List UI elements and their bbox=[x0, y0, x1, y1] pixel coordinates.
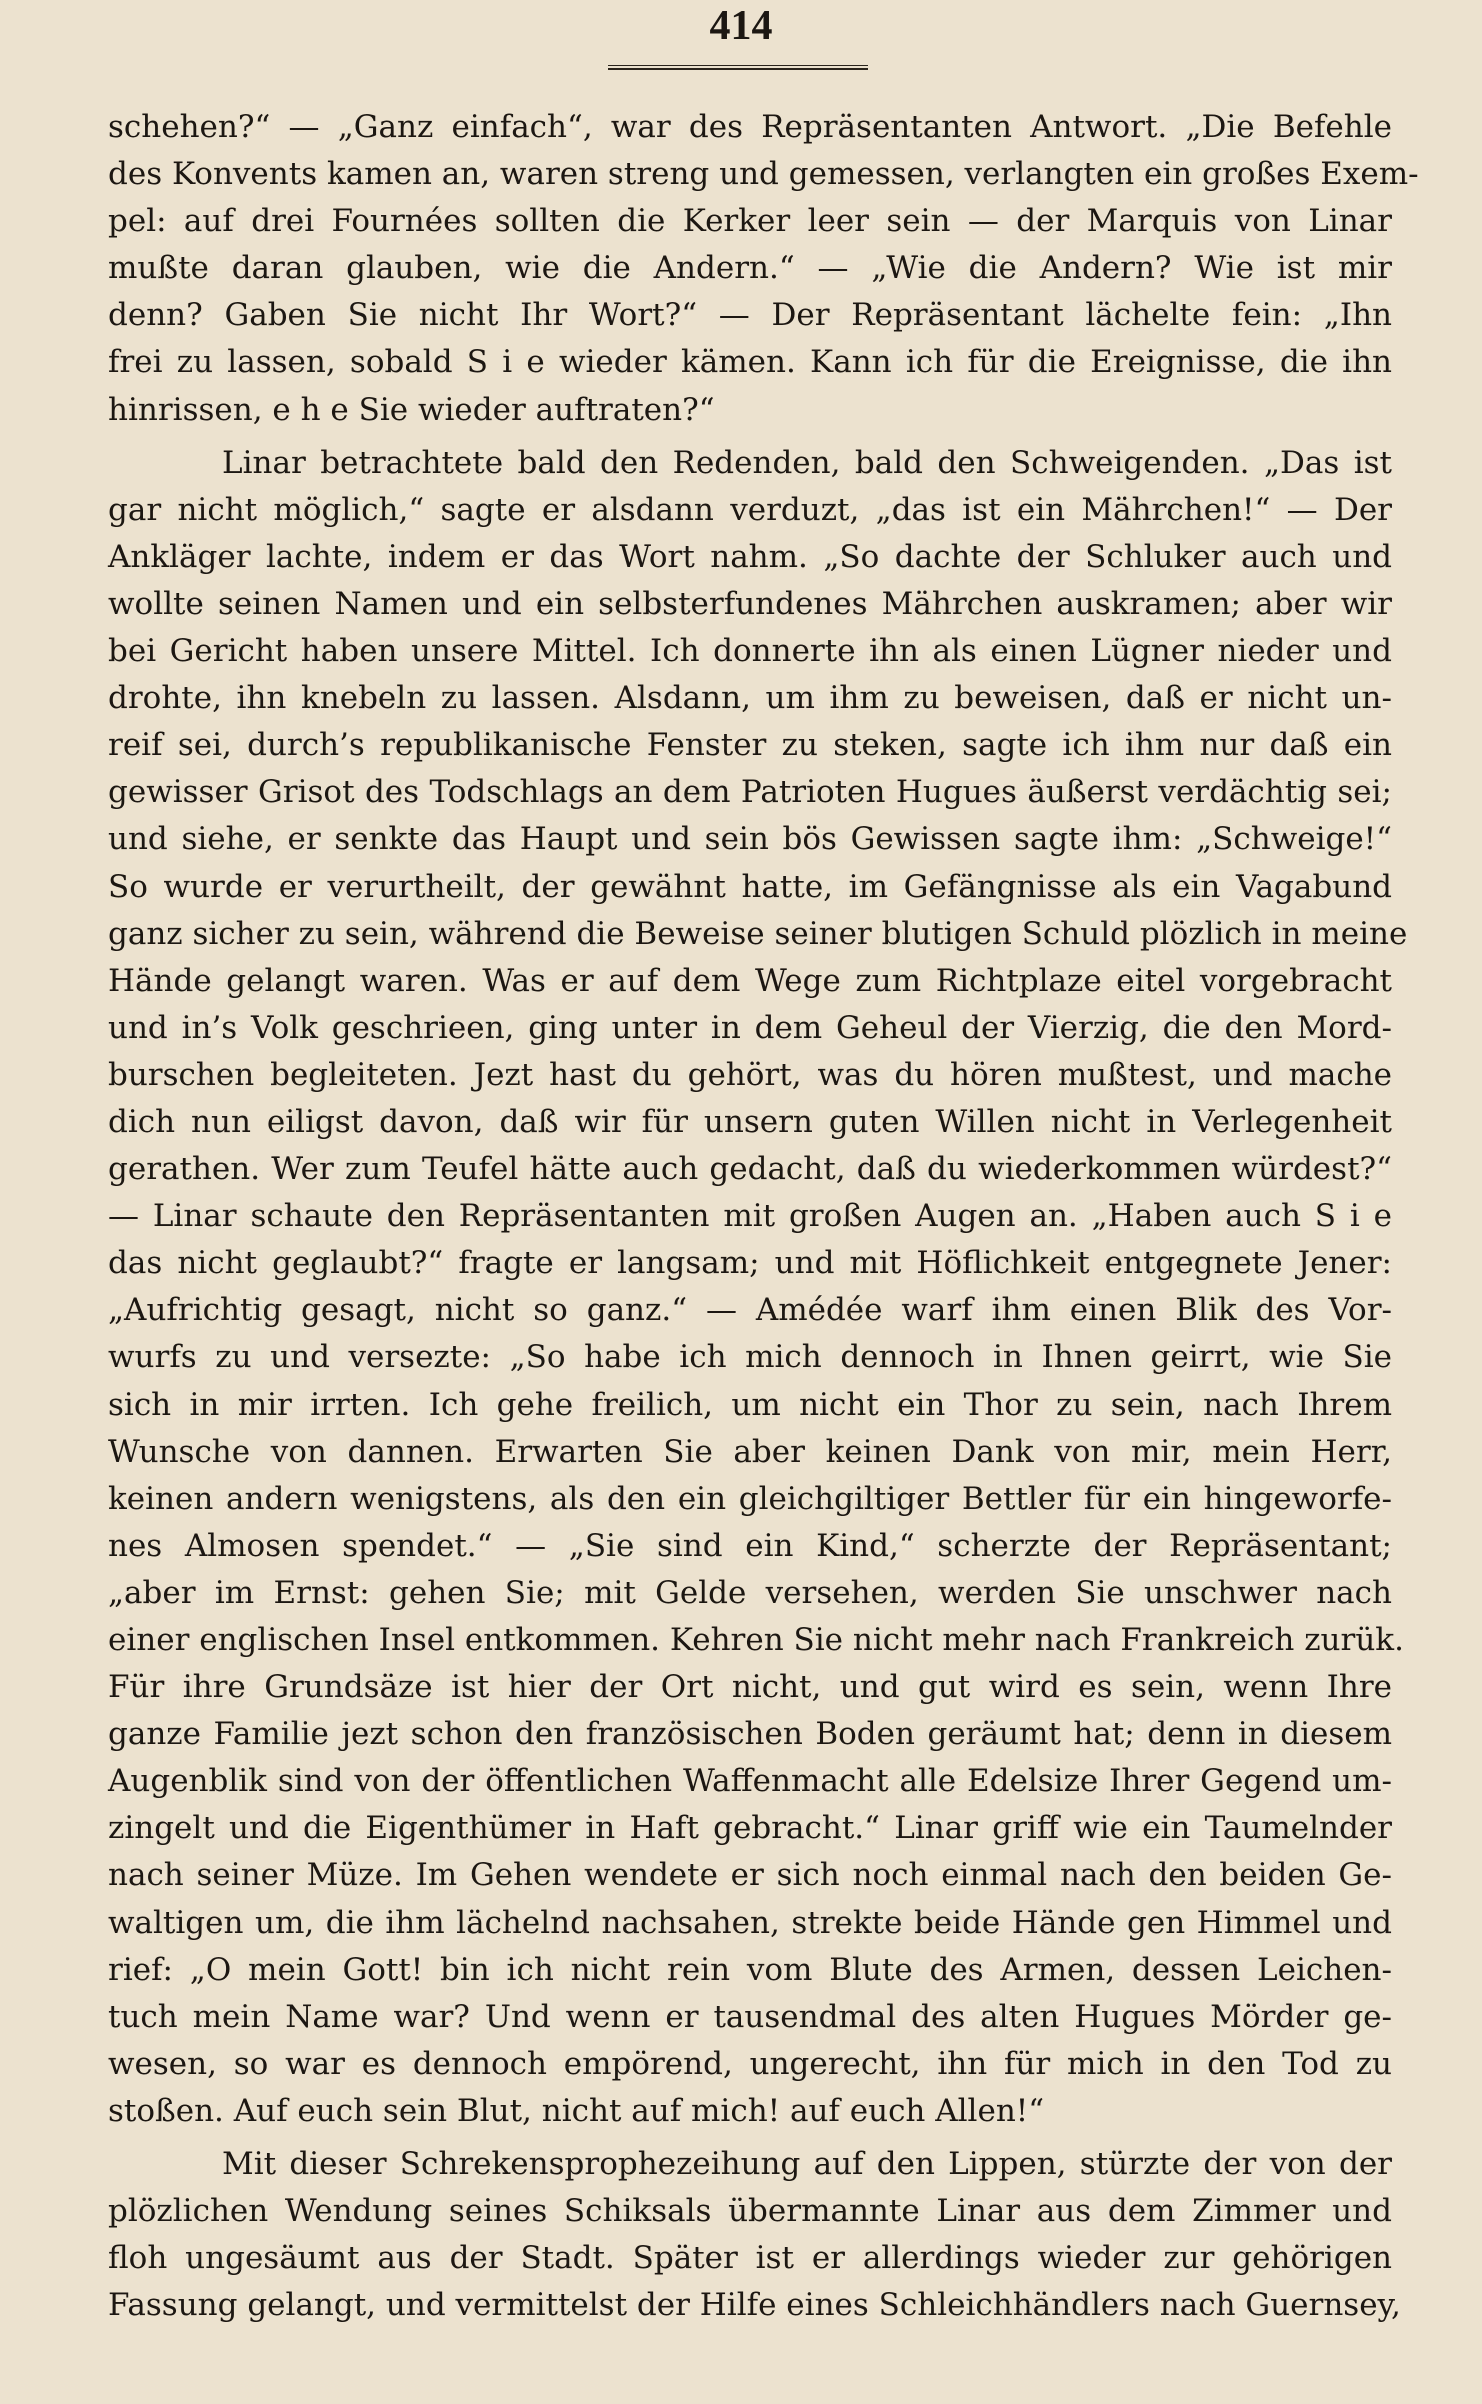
text-line: frei zu lassen, sobald S i e wieder kämen. Kann ich für die Ereignisse, die ihn bbox=[108, 344, 1392, 381]
text-line: Mit dieser Schrekensprophezeihung auf den Lippen, stürzte der von der bbox=[222, 2146, 1392, 2183]
text-line: gewisser Grisot des Todschlags an dem Patrioten Hugues äußerst verdächtig sei; bbox=[108, 774, 1392, 811]
text-line: dich nun eiligst davon, daß wir für unsern guten Willen nicht in Verlegenheit bbox=[108, 1103, 1392, 1140]
text-line: ganze Familie jezt schon den französischen Boden geräumt hat; denn in diesem bbox=[108, 1716, 1392, 1753]
text-line: So wurde er verurtheilt, der gewähnt hatte, im Gefängnisse als ein Vagabund bbox=[108, 868, 1392, 905]
paragraph bbox=[108, 440, 1408, 2135]
text-line: Augenblik sind von der öffentlichen Waffenmacht alle Edelsize Ihrer Gegend um- bbox=[108, 1763, 1392, 1800]
text-line: „Aufrichtig gesagt, nicht so ganz.“ — Amédée warf ihm einen Blik des Vor- bbox=[108, 1292, 1392, 1329]
text-line: des Konvents kamen an, waren streng und gemessen, verlangten ein großes Exem- bbox=[108, 156, 1419, 193]
text-line: rief: „O mein Gott! bin ich nicht rein vom Blute des Armen, dessen Leichen- bbox=[108, 1951, 1392, 1988]
text-line: sich in mir irrten. Ich gehe freilich, um nicht ein Thor zu sein, nach Ihrem bbox=[108, 1386, 1392, 1423]
paragraph bbox=[108, 2141, 1401, 2329]
text-line: Wunsche von dannen. Erwarten Sie aber keinen Dank von mir, mein Herr, bbox=[108, 1433, 1392, 1470]
text-line: und in’s Volk geschrieen, ging unter in dem Geheul der Vierzig, die den Mord- bbox=[108, 1009, 1392, 1046]
text-line: Für ihre Grundsäze ist hier der Ort nicht, und gut wird es sein, wenn Ihre bbox=[108, 1669, 1392, 1706]
text-line: „aber im Ernst: gehen Sie; mit Gelde versehen, werden Sie unschwer nach bbox=[108, 1574, 1392, 1611]
text-line: wurfs zu und versezte: „So habe ich mich dennoch in Ihnen geirrt, wie Sie bbox=[108, 1339, 1392, 1376]
text-line: wollte seinen Namen und ein selbsterfundenes Mährchen auskramen; aber wir bbox=[108, 585, 1392, 622]
text-line: nach seiner Müze. Im Gehen wendete er sich noch einmal nach den beiden Ge- bbox=[108, 1857, 1392, 1894]
page-number: 414 bbox=[709, 3, 773, 49]
paragraph bbox=[108, 104, 1419, 434]
text-line: das nicht geglaubt?“ fragte er langsam; und mit Höflichkeit entgegnete Jener: bbox=[108, 1245, 1392, 1282]
text-line: bei Gericht haben unsere Mittel. Ich donnerte ihn als einen Lügner nieder und bbox=[108, 633, 1392, 670]
text-line: hinrissen, e h e Sie wieder auftraten?“ bbox=[108, 391, 715, 428]
text-line: Linar betrachtete bald den Redenden, bald den Schweigenden. „Das ist bbox=[222, 444, 1392, 481]
text-line: ganz sicher zu sein, während die Beweise seiner blutigen Schuld plözlich in meine bbox=[108, 915, 1408, 952]
text-line: burschen begleiteten. Jezt hast du gehört, was du hören mußtest, und mache bbox=[108, 1056, 1392, 1093]
text-line: plözlichen Wendung seines Schiksals übermannte Linar aus dem Zimmer und bbox=[108, 2193, 1392, 2230]
text-line: schehen?“ — „Ganz einfach“, war des Repräsentanten Antwort. „Die Befehle bbox=[108, 109, 1392, 145]
text-line: — Linar schaute den Repräsentanten mit großen Augen an. „Haben auch S i e bbox=[108, 1198, 1392, 1235]
text-line: mußte daran glauben, wie die Andern.“ — „Wie die Andern? Wie ist mir bbox=[108, 250, 1392, 287]
header-rule bbox=[608, 68, 868, 70]
text-line: tuch mein Name war? Und wenn er tausendmal des alten Hugues Mörder ge- bbox=[108, 1998, 1392, 2035]
text-line: waltigen um, die ihm lächelnd nachsahen, strekte beide Hände gen Himmel und bbox=[108, 1904, 1392, 1941]
text-line: Ankläger lachte, indem er das Wort nahm. „So dachte der Schluker auch und bbox=[108, 538, 1392, 575]
text-line: Fassung gelangt, und vermittelst der Hilfe eines Schleichhändlers nach Guernsey, bbox=[108, 2287, 1401, 2324]
text-line: pel: auf drei Fournées sollten die Kerker leer sein — der Marquis von Linar bbox=[108, 203, 1392, 240]
text-line: gar nicht möglich,“ sagte er alsdann verduzt, „das ist ein Mährchen!“ — Der bbox=[108, 491, 1392, 528]
text-line: drohte, ihn knebeln zu lassen. Alsdann, um ihm zu beweisen, daß er nicht un- bbox=[108, 680, 1392, 717]
text-line: stoßen. Auf euch sein Blut, nicht auf mich! auf euch Allen!“ bbox=[108, 2092, 1045, 2129]
text-line: zingelt und die Eigenthümer in Haft gebracht.“ Linar griff wie ein Taumelnder bbox=[108, 1810, 1392, 1847]
text-line: und siehe, er senkte das Haupt und sein bös Gewissen sagte ihm: „Schweige!“ bbox=[108, 821, 1392, 858]
text-line: Hände gelangt waren. Was er auf dem Wege zum Richtplaze eitel vorgebracht bbox=[108, 962, 1392, 999]
text-line: keinen andern wenigstens, als den ein gleichgiltiger Bettler für ein hingeworfe- bbox=[108, 1480, 1392, 1517]
text-line: denn? Gaben Sie nicht Ihr Wort?“ — Der Repräsentant lächelte fein: „Ihn bbox=[108, 297, 1392, 334]
text-line: reif sei, durch’s republikanische Fenster zu steken, sagte ich ihm nur daß ein bbox=[108, 727, 1392, 764]
text-line: nes Almosen spendet.“ — „Sie sind ein Kind,“ scherzte der Repräsentant; bbox=[108, 1527, 1392, 1564]
text-line: einer englischen Insel entkommen. Kehren Sie nicht mehr nach Frankreich zurük. bbox=[108, 1622, 1404, 1658]
text-line: wesen, so war es dennoch empörend, ungerecht, ihn für mich in den Tod zu bbox=[108, 2045, 1392, 2082]
body-text bbox=[108, 104, 1419, 2329]
text-line: floh ungesäumt aus der Stadt. Später ist er allerdings wieder zur gehörigen bbox=[108, 2240, 1392, 2277]
text-line: gerathen. Wer zum Teufel hätte auch gedacht, daß du wiederkommen würdest?“ bbox=[108, 1151, 1392, 1188]
